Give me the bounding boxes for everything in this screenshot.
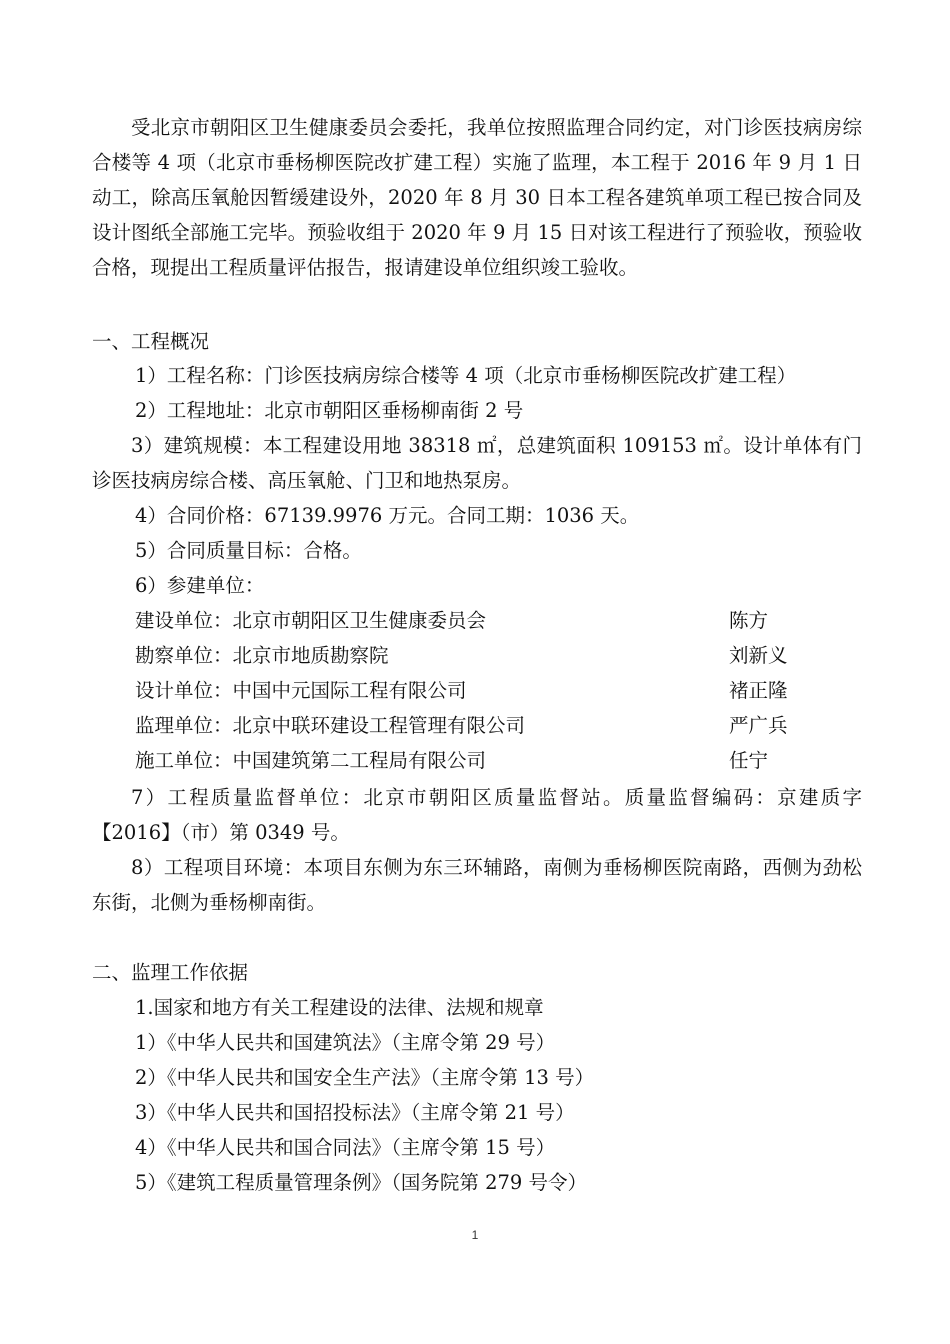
party-person: 任宁 xyxy=(729,749,769,772)
law-item: 4）《中华人民共和国合同法》（主席令第 15 号） xyxy=(135,1136,556,1159)
overview-item-scale: 3）建筑规模：本工程建设用地 38318 ㎡，总建筑面积 109153 ㎡。设计单体有门诊医技病房综合楼、高压氧舱、门卫和地热泵房。 xyxy=(92,434,862,492)
law-item: 2）《中华人民共和国安全生产法》（主席令第 13 号） xyxy=(135,1066,595,1089)
section-heading-overview: 一、工程概况 xyxy=(92,330,210,353)
party-unit: 建设单位：北京市朝阳区卫生健康委员会 xyxy=(135,609,487,632)
law-item: 5）《建筑工程质量管理条例》（国务院第 279 号令） xyxy=(135,1171,588,1194)
party-unit: 设计单位：中国中元国际工程有限公司 xyxy=(135,679,467,702)
overview-item-quality-target: 5）合同质量目标：合格。 xyxy=(135,539,362,562)
party-unit: 监理单位：北京中联环建设工程管理有限公司 xyxy=(135,714,526,737)
page-number: 1 xyxy=(471,1228,479,1242)
overview-item-supervision: 7）工程质量监督单位：北京市朝阳区质量监督站。质量监督编码：京建质字【2016】（市）第 0349 号。 xyxy=(92,786,862,844)
section-heading-basis: 二、监理工作依据 xyxy=(92,961,249,984)
party-person: 严广兵 xyxy=(729,714,788,737)
basis-subheading: 1.国家和地方有关工程建设的法律、法规和规章 xyxy=(135,996,544,1019)
party-unit: 施工单位：中国建筑第二工程局有限公司 xyxy=(135,749,487,772)
law-item: 1）《中华人民共和国建筑法》（主席令第 29 号） xyxy=(135,1031,556,1054)
party-unit: 勘察单位：北京市地质勘察院 xyxy=(135,644,389,667)
overview-item-environment: 8）工程项目环境：本项目东侧为东三环辅路，南侧为垂杨柳医院南路，西侧为劲松东街，北侧为垂杨柳南街。 xyxy=(92,856,862,914)
overview-item-price: 4）合同价格：67139.9976 万元。合同工期：1036 天。 xyxy=(135,504,640,527)
party-person: 刘新义 xyxy=(729,644,788,667)
law-item: 3）《中华人民共和国招投标法》（主席令第 21 号） xyxy=(135,1101,575,1124)
overview-item-address: 2）工程地址：北京市朝阳区垂杨柳南街 2 号 xyxy=(135,399,524,422)
intro-paragraph: 受北京市朝阳区卫生健康委员会委托，我单位按照监理合同约定，对门诊医技病房综合楼等 4 项（北京市垂杨柳医院改扩建工程）实施了监理，本工程于 2016 年 9 月 1 日动工，除高压氧舱因暂缓建设外，2020 年 8 月 30 日本工程各建筑单项工程已按合同及设计图纸全部施工完毕。预验收组于 2020 年 9 月 15 日对该工程进行了预验收，预验收合格，现提出工程质量评估报告，报请建设单位组织竣工验收。 xyxy=(92,116,862,279)
overview-item-name: 1）工程名称：门诊医技病房综合楼等 4 项（北京市垂杨柳医院改扩建工程） xyxy=(135,364,797,387)
overview-item-parties: 6）参建单位： xyxy=(135,574,265,597)
party-person: 陈方 xyxy=(729,609,769,632)
party-person: 褚正隆 xyxy=(729,679,788,702)
